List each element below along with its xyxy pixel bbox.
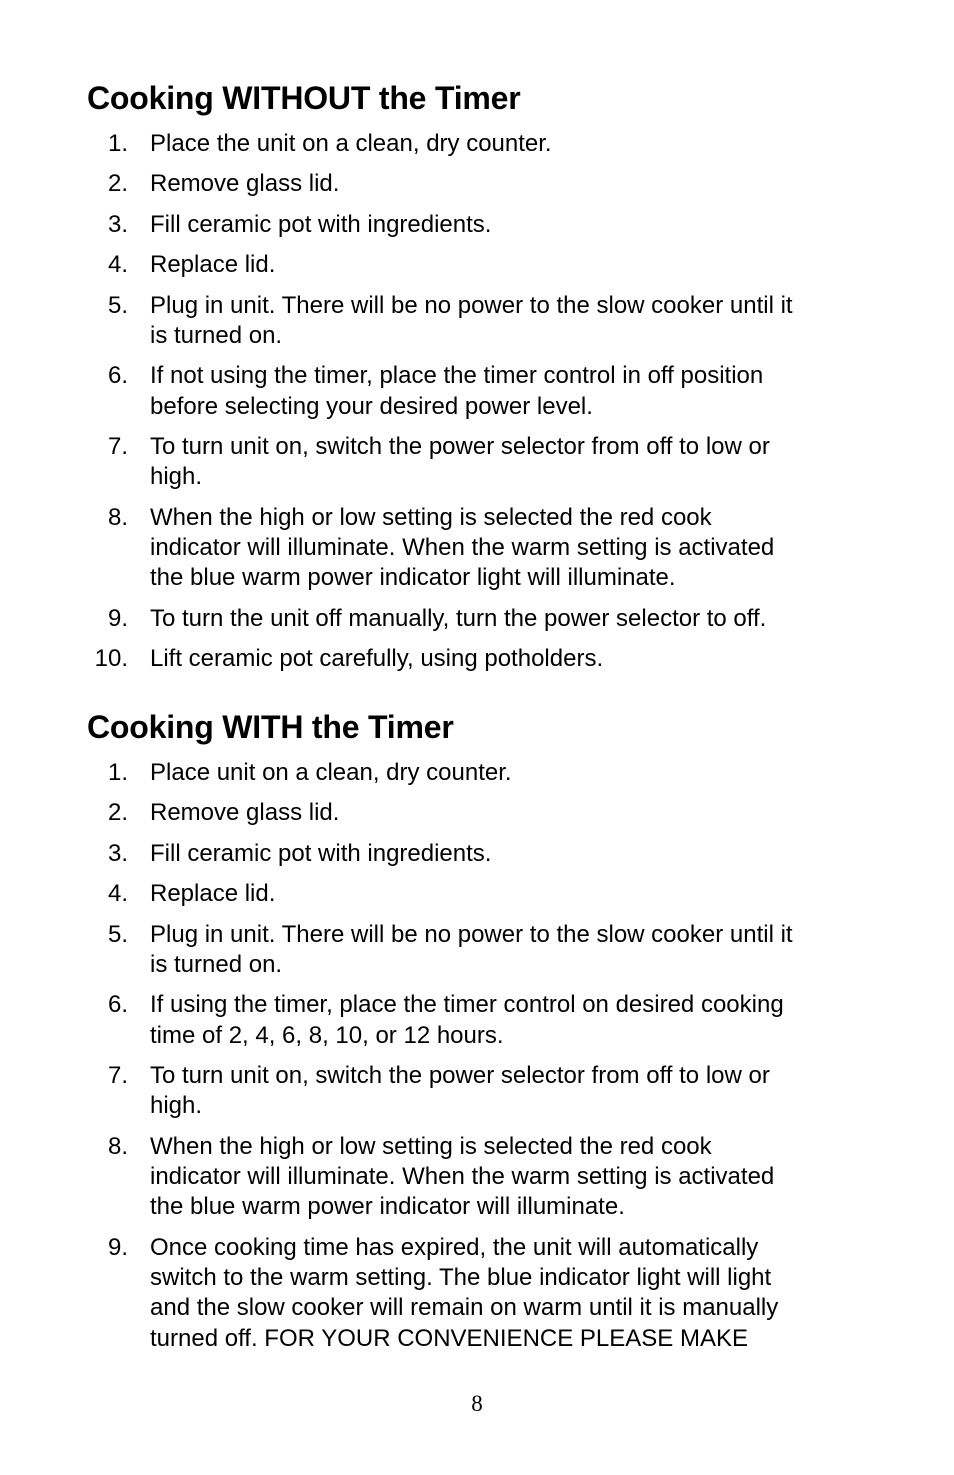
list-item bbox=[87, 920, 887, 981]
step-text: Plug in unit. There will be no power to the slow cooker until it is turned on. bbox=[150, 291, 793, 349]
step-text: To turn unit on, switch the power selector from off to low or high. bbox=[150, 432, 770, 491]
step-text: Fill ceramic pot with ingredients. bbox=[150, 839, 492, 867]
step-text: Remove glass lid. bbox=[150, 170, 340, 198]
list-item bbox=[87, 839, 887, 869]
list-item bbox=[87, 129, 887, 159]
step-text: Once cooking time has expired, the unit will automatically switch to the warm setting. The blue indicator light will light and the slow cooker will remain on warm until it is manually turned off. FOR YOUR CONVENIENCE PLEASE MAKE bbox=[150, 1233, 779, 1352]
step-number: 9. bbox=[107, 1233, 128, 1261]
list-item bbox=[87, 798, 887, 828]
list-item bbox=[87, 169, 887, 199]
step-number: 6. bbox=[107, 991, 128, 1019]
list-item bbox=[87, 1233, 887, 1354]
step-number: 3. bbox=[107, 210, 128, 238]
list-item bbox=[87, 250, 887, 280]
step-number: 1. bbox=[107, 759, 128, 786]
step-text: Plug in unit. There will be no power to the slow cooker until it is turned on. bbox=[150, 920, 793, 978]
page-number: 8 bbox=[471, 1391, 483, 1416]
step-text: To turn the unit off manually, turn the power selector to off. bbox=[150, 604, 767, 632]
step-number: 9. bbox=[107, 604, 128, 632]
list-item bbox=[87, 503, 887, 594]
step-number: 1. bbox=[107, 130, 128, 157]
list-item bbox=[87, 644, 887, 674]
step-text: When the high or low setting is selected the red cook indicator will illuminate. When the warm setting is activated the blue warm power indicator will illuminate. bbox=[150, 1132, 775, 1221]
section-title-with-timer: Cooking WITH the Timer bbox=[87, 709, 454, 745]
step-text: To turn unit on, switch the power selector from off to low or high. bbox=[150, 1061, 770, 1120]
list-item bbox=[87, 361, 887, 422]
step-number: 5. bbox=[107, 291, 128, 319]
step-number: 4. bbox=[107, 880, 128, 908]
steps-list-without-timer bbox=[87, 129, 887, 684]
step-number: 2. bbox=[107, 170, 128, 198]
step-number: 8. bbox=[107, 1132, 128, 1160]
step-text: If using the timer, place the timer control on desired cooking time of 2, 4, 6, 8, 10, or 12 hours. bbox=[150, 991, 784, 1049]
step-text: If not using the timer, place the timer control in off position before selecting your desired power level. bbox=[150, 362, 764, 420]
step-text: Lift ceramic pot carefully, using potholders. bbox=[150, 645, 604, 672]
step-number: 3. bbox=[107, 839, 128, 867]
step-text: Replace lid. bbox=[150, 251, 276, 279]
step-text: Replace lid. bbox=[150, 880, 276, 908]
step-text: When the high or low setting is selected the red cook indicator will illuminate. When the warm setting is activated the blue warm power indicator light will illuminate. bbox=[150, 503, 775, 592]
step-number: 5. bbox=[107, 920, 128, 948]
list-item bbox=[87, 1061, 887, 1122]
step-text: Place unit on a clean, dry counter. bbox=[150, 759, 512, 786]
list-item bbox=[87, 879, 887, 909]
step-number: 10. bbox=[94, 645, 128, 672]
steps-list-with-timer bbox=[87, 758, 887, 1364]
step-text: Fill ceramic pot with ingredients. bbox=[150, 210, 492, 238]
list-item bbox=[87, 432, 887, 493]
step-text: Place the unit on a clean, dry counter. bbox=[150, 130, 552, 157]
step-number: 6. bbox=[107, 362, 128, 390]
step-number: 7. bbox=[107, 1061, 128, 1089]
section-title-without-timer: Cooking WITHOUT the Timer bbox=[87, 80, 521, 116]
list-item bbox=[87, 210, 887, 240]
list-item bbox=[87, 604, 887, 634]
step-text: Remove glass lid. bbox=[150, 799, 340, 827]
step-number: 2. bbox=[107, 799, 128, 827]
step-number: 7. bbox=[107, 432, 128, 460]
list-item bbox=[87, 990, 887, 1051]
step-number: 4. bbox=[107, 251, 128, 279]
step-number: 8. bbox=[107, 503, 128, 531]
list-item bbox=[87, 1132, 887, 1223]
list-item bbox=[87, 291, 887, 352]
list-item bbox=[87, 758, 887, 788]
